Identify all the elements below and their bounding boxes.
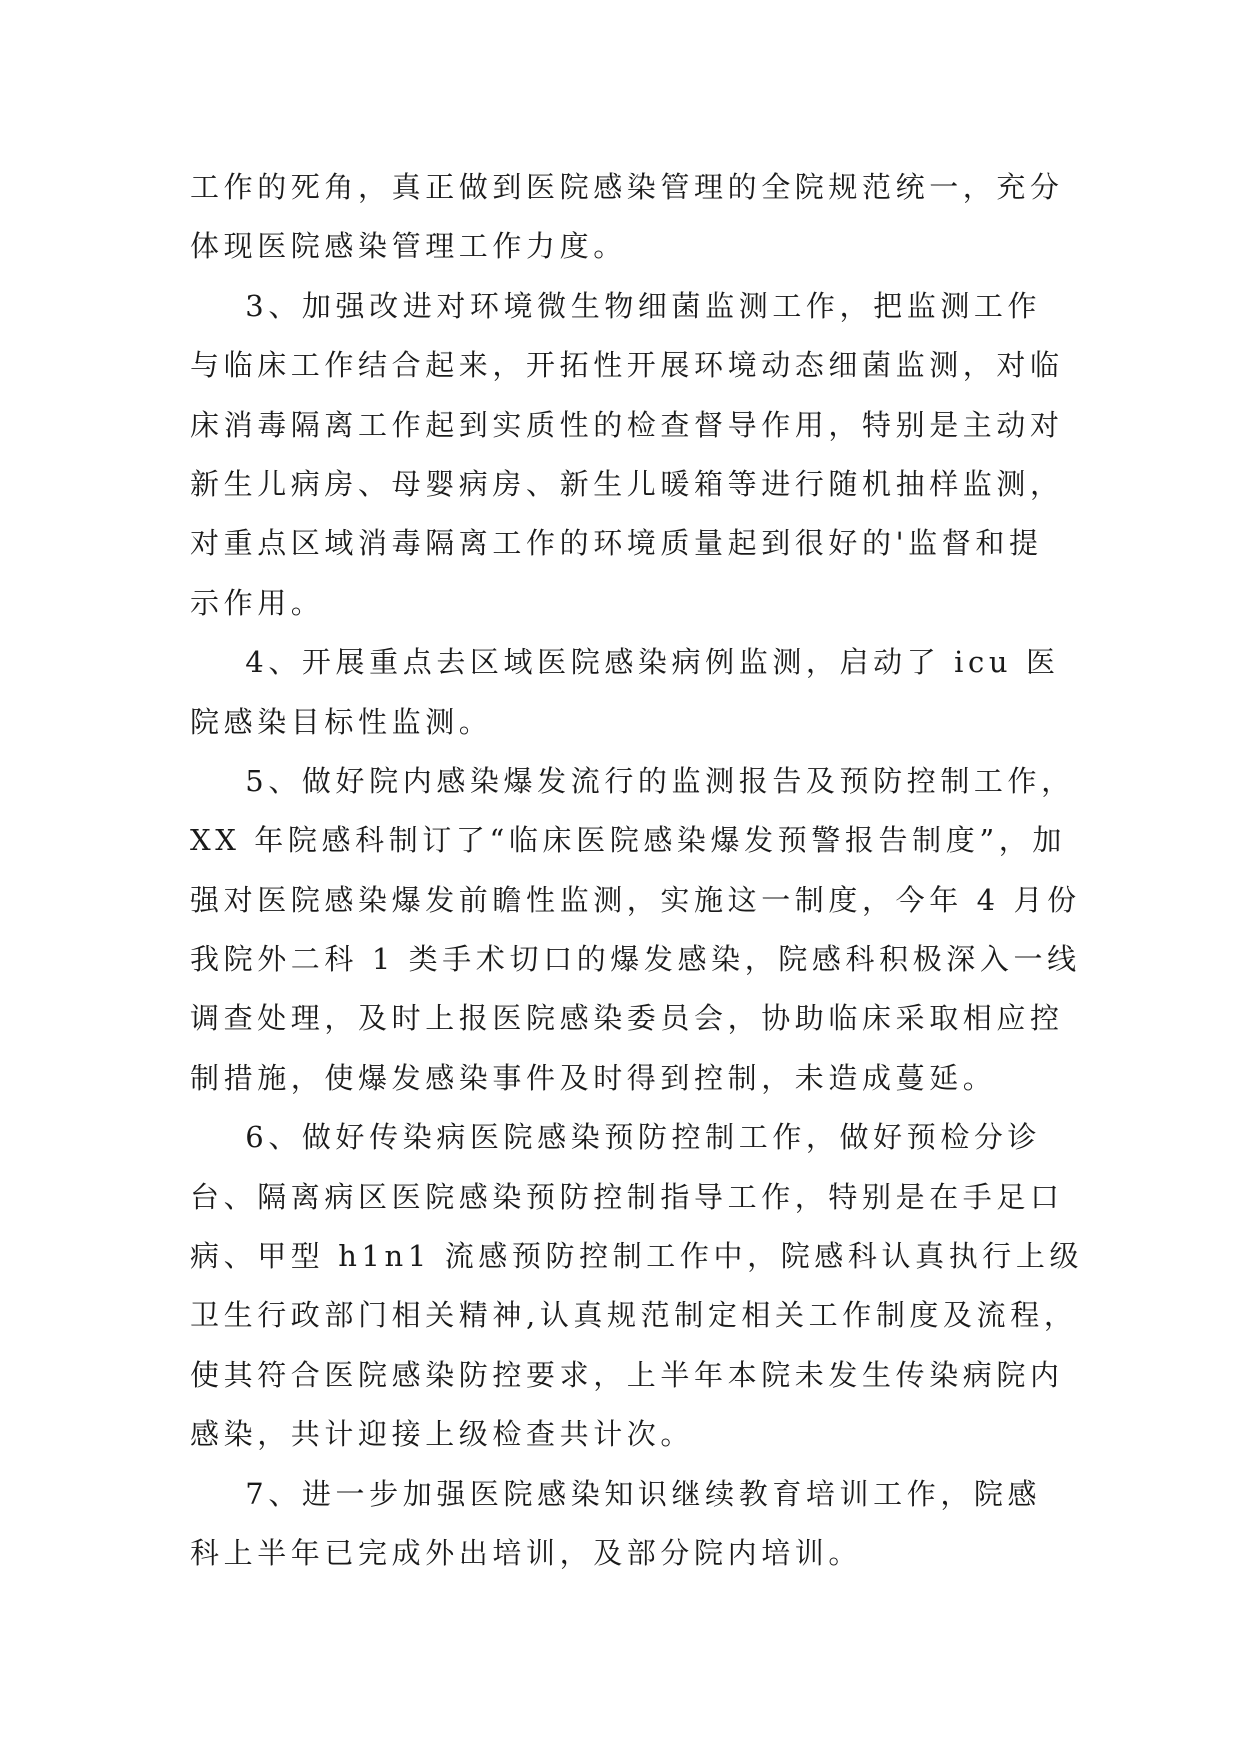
text-line: XX 年院感科制订了“临床医院感染爆发预警报告制度”，加: [190, 823, 1066, 858]
text-line: 对重点区域消毒隔离工作的环境质量起到很好的'监督和提: [190, 526, 1043, 561]
text-line: 院感染目标性监测。: [190, 704, 493, 739]
paragraph-5-line: 5、做好院内感染爆发流行的监测报告及预防控制工作，: [190, 763, 1075, 798]
text-line: 新生儿病房、母婴病房、新生儿暖箱等进行随机抽样监测，: [190, 466, 1064, 501]
paragraph-4-line: 4、开展重点去区域医院感染病例监测，启动了 icu 医: [190, 645, 1060, 680]
text-line: 与临床工作结合起来，开拓性开展环境动态细菌监测，对临: [190, 348, 1064, 383]
text-line: 我院外二科 1 类手术切口的爆发感染，院感科积极深入一线: [190, 942, 1081, 977]
text-line: 病、甲型 h1n1 流感预防控制工作中，院感科认真执行上级: [190, 1239, 1084, 1274]
text-line: 卫生行政部门相关精神,认真规范制定相关工作制度及流程，: [190, 1298, 1078, 1333]
text-line: 使其符合医院感染防控要求，上半年本院未发生传染病院内: [190, 1357, 1064, 1392]
text-line: 调查处理，及时上报医院感染委员会，协助临床采取相应控: [190, 1001, 1064, 1036]
document-body: [190, 158, 1084, 1583]
text-line: 感染，共计迎接上级检查共计次。: [190, 1417, 695, 1452]
text-line: 床消毒隔离工作起到实质性的检查督导作用，特别是主动对: [190, 407, 1064, 442]
paragraph-6-line: 6、做好传染病医院感染预防控制工作，做好预检分诊: [190, 1120, 1042, 1155]
paragraph-3-line: 3、加强改进对环境微生物细菌监测工作，把监测工作: [190, 288, 1042, 323]
text-line: 制措施，使爆发感染事件及时得到控制，未造成蔓延。: [190, 1060, 997, 1095]
text-line: 工作的死角，真正做到医院感染管理的全院规范统一，充分: [190, 170, 1064, 204]
text-line: 台、隔离病区医院感染预防控制指导工作，特别是在手足口: [190, 1179, 1064, 1214]
text-line: 体现医院感染管理工作力度。: [190, 229, 627, 264]
paragraph-7-line: 7、进一步加强医院感染知识继续教育培训工作，院感: [190, 1476, 1042, 1511]
text-line: 强对医院感染爆发前瞻性监测，实施这一制度，今年 4 月份: [190, 882, 1081, 917]
text-line: 示作用。: [190, 585, 325, 620]
text-line: 科上半年已完成外出培训，及部分院内培训。: [190, 1535, 863, 1570]
